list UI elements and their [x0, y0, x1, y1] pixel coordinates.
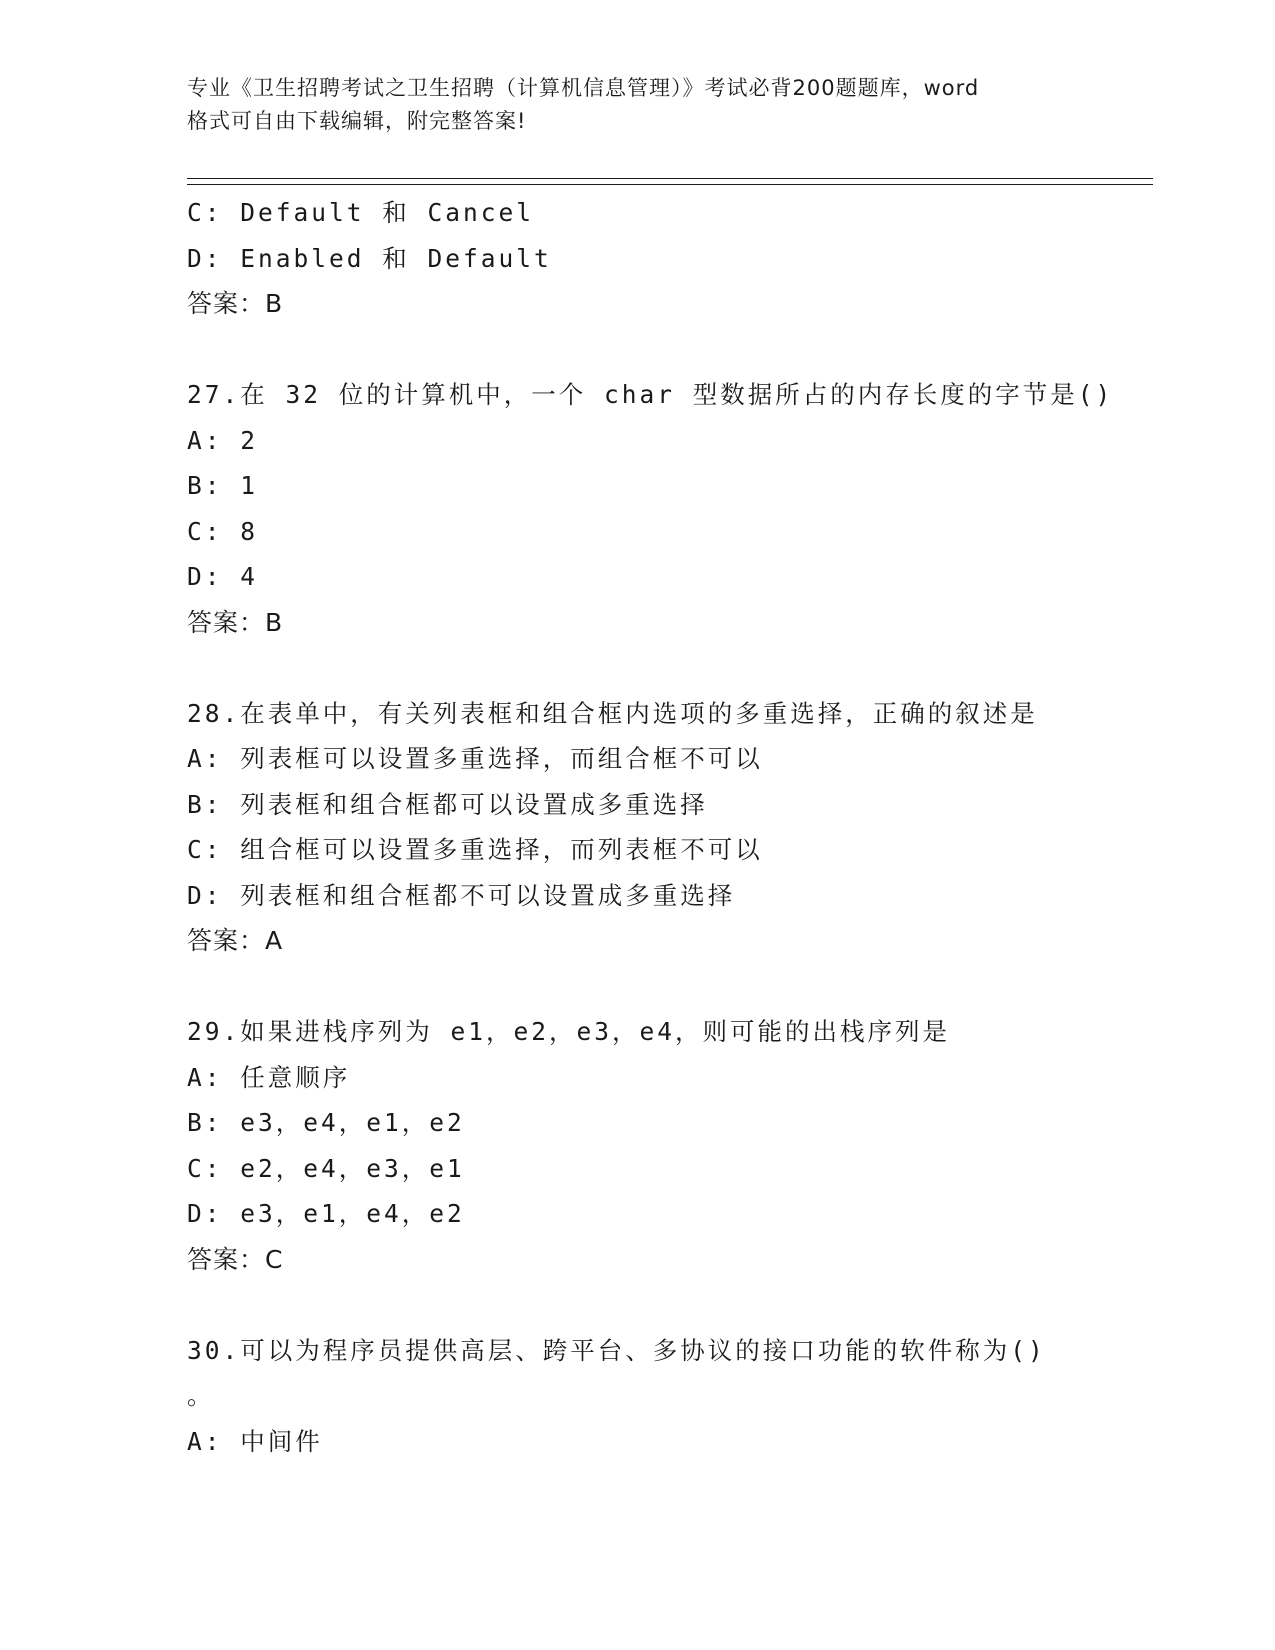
option-b: B: 1 — [187, 471, 259, 500]
spacer — [187, 327, 1107, 373]
question-27 — [187, 372, 1114, 645]
option-c: C: e2，e4，e3，e1 — [187, 1153, 465, 1183]
question-stem-continued: 。 — [187, 1381, 215, 1410]
spacer — [187, 645, 1107, 691]
header-divider — [187, 178, 1153, 185]
answer-line: 答案：A — [187, 926, 284, 955]
option-c: C: 8 — [187, 516, 259, 546]
option-a: A: 2 — [187, 425, 259, 455]
answer-line: 答案：B — [187, 607, 284, 637]
option-d: D: Enabled 和 Default — [187, 243, 552, 273]
question-list — [187, 190, 1114, 1464]
prev-question-tail — [187, 190, 1107, 327]
option-a: A: 列表框可以设置多重选择，而组合框不可以 — [187, 744, 763, 773]
question-stem: 27.在 32 位的计算机中，一个 char 型数据所占的内存长度的字节是() — [187, 380, 1114, 409]
spacer — [187, 1282, 1107, 1328]
question-stem: 29.如果进栈序列为 e1，e2，e3，e4，则可能的出栈序列是 — [187, 1017, 951, 1046]
question-29 — [187, 1009, 1107, 1282]
option-b: B: e3，e4，e1，e2 — [187, 1108, 465, 1137]
header-line-1: 专业《卫生招聘考试之卫生招聘（计算机信息管理）》考试必背200题题库，word — [187, 76, 980, 100]
option-d: D: 列表框和组合框都不可以设置成多重选择 — [187, 880, 736, 910]
answer-line: 答案：B — [187, 289, 284, 318]
option-c: C: Default 和 Cancel — [187, 198, 535, 227]
question-stem: 28.在表单中，有关列表框和组合框内选项的多重选择，正确的叙述是 — [187, 698, 1038, 728]
option-a: A: 中间件 — [187, 1426, 323, 1456]
option-b: B: 列表框和组合框都可以设置成多重选择 — [187, 789, 708, 819]
question-stem: 30.可以为程序员提供高层、跨平台、多协议的接口功能的软件称为() — [187, 1335, 1046, 1365]
option-a: A: 任意顺序 — [187, 1062, 351, 1092]
question-28 — [187, 691, 1107, 964]
header-line-2: 格式可自由下载编辑，附完整答案! — [187, 109, 527, 133]
spacer — [187, 964, 1107, 1010]
option-c: C: 组合框可以设置多重选择，而列表框不可以 — [187, 835, 763, 864]
document-header — [187, 72, 1087, 138]
question-30 — [187, 1328, 1107, 1465]
option-d: D: 4 — [187, 562, 259, 591]
option-d: D: e3，e1，e4，e2 — [187, 1199, 465, 1228]
answer-line: 答案：C — [187, 1244, 284, 1274]
